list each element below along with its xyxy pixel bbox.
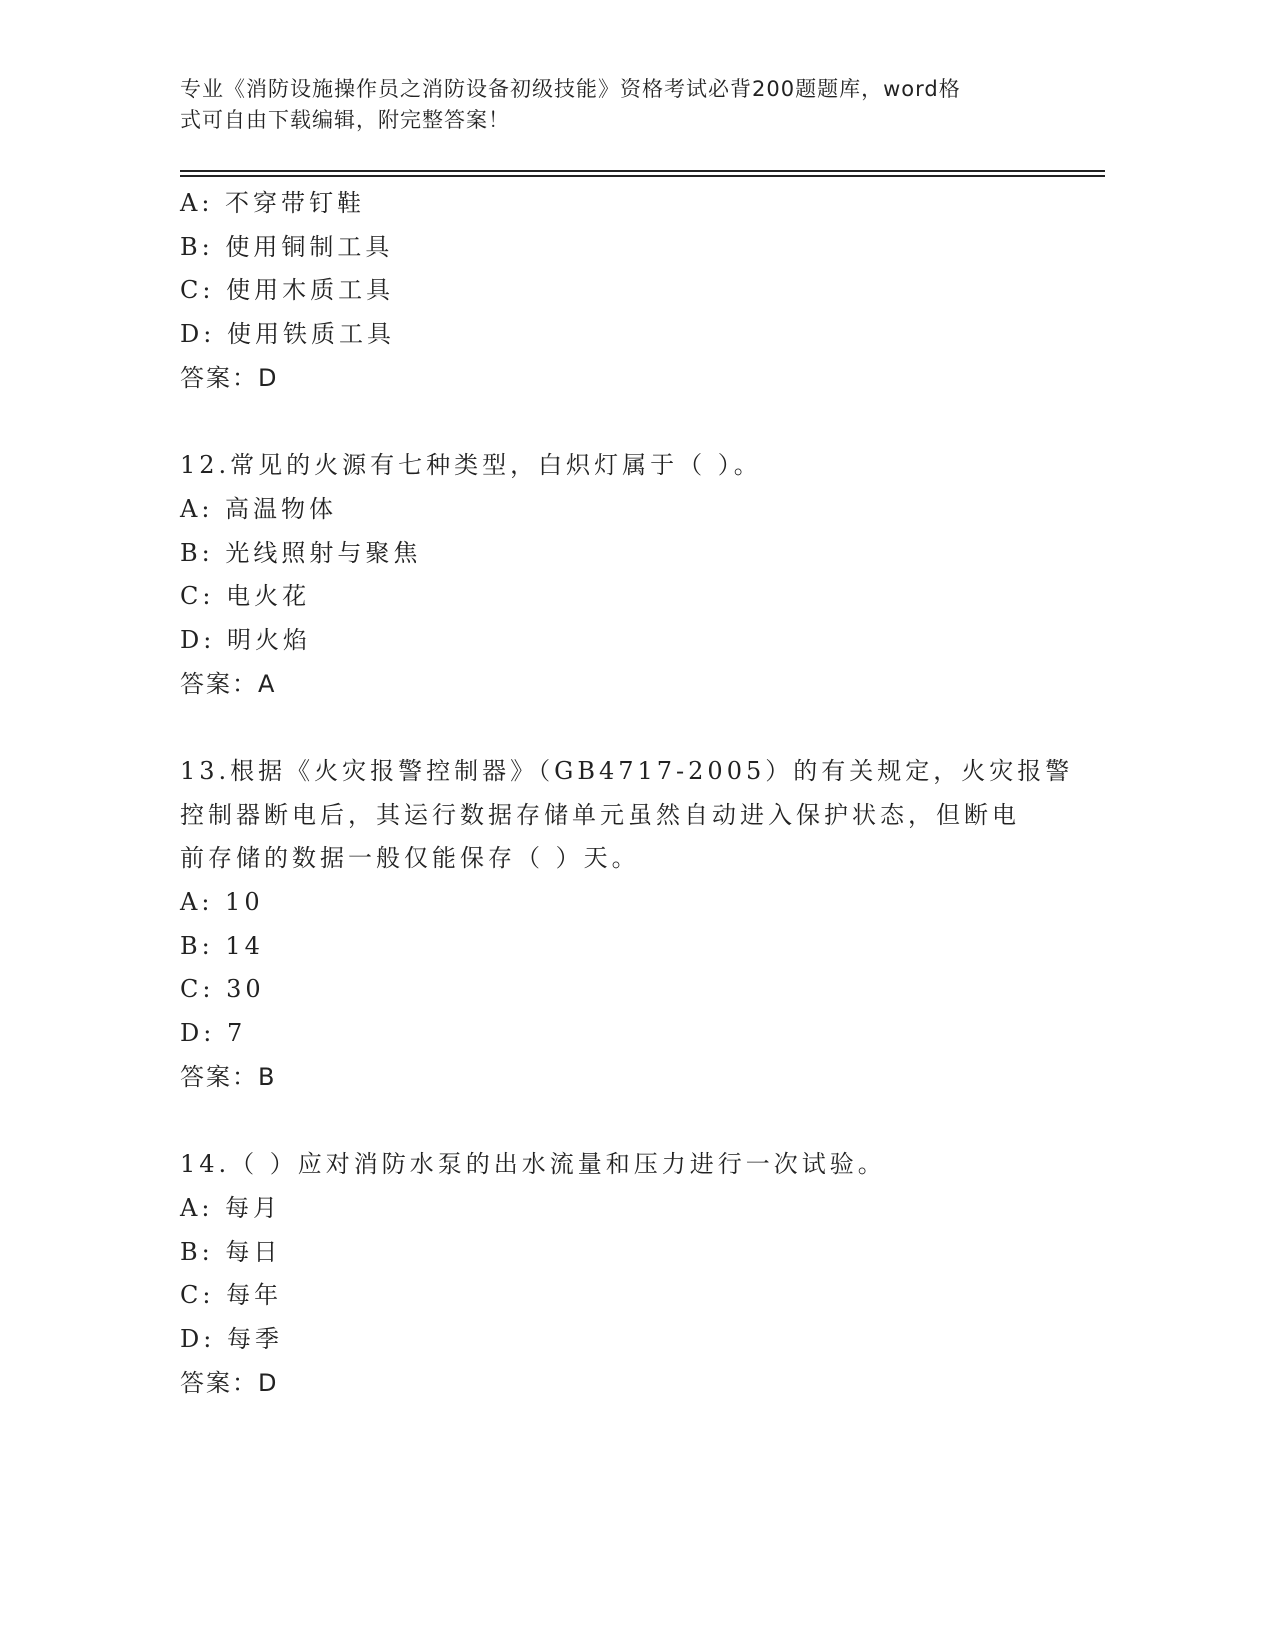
option-a: A: 10 xyxy=(180,888,264,916)
answer-line: 答案：B xyxy=(180,1062,277,1091)
option-c: C: 使用木质工具 xyxy=(180,276,395,305)
question-11 xyxy=(180,182,1060,400)
option-d: D: 7 xyxy=(180,1019,247,1048)
question-13 xyxy=(180,750,1074,1100)
answer-line: 答案：D xyxy=(180,1368,279,1397)
option-d: D: 明火焰 xyxy=(180,625,311,654)
option-b: B: 14 xyxy=(180,931,264,960)
question-text-line-3: 前存储的数据一般仅能保存（ ）天。 xyxy=(180,844,640,873)
header-line-2: 式可自由下载编辑，附完整答案！ xyxy=(180,108,510,132)
question-12 xyxy=(180,444,1060,706)
header-line-1: 专业《消防设施操作员之消防设备初级技能》资格考试必背200题题库，word格 xyxy=(180,77,961,101)
question-text-line-1: 13.根据《火灾报警控制器》（GB4717-2005）的有关规定，火灾报警 xyxy=(180,756,1074,785)
question-list xyxy=(180,182,1074,1405)
document-header xyxy=(180,74,1040,136)
question-14 xyxy=(180,1143,1060,1405)
option-b: B: 每日 xyxy=(180,1237,282,1266)
option-a: A: 不穿带钉鞋 xyxy=(180,189,366,217)
option-c: C: 30 xyxy=(180,975,265,1004)
option-b: B: 使用铜制工具 xyxy=(180,232,394,261)
header-divider-top xyxy=(180,170,1105,172)
option-c: C: 电火花 xyxy=(180,582,311,611)
answer-line: 答案：D xyxy=(180,363,279,392)
option-a: A: 高温物体 xyxy=(180,494,338,523)
option-b: B: 光线照射与聚焦 xyxy=(180,538,422,567)
question-text-line-2: 控制器断电后，其运行数据存储单元虽然自动进入保护状态，但断电 xyxy=(180,800,1020,829)
option-d: D: 使用铁质工具 xyxy=(180,320,395,349)
header-divider-bottom xyxy=(180,175,1105,177)
option-a: A: 每月 xyxy=(180,1193,282,1222)
answer-line: 答案：A xyxy=(180,669,277,698)
question-text: 14.（ ）应对消防水泵的出水流量和压力进行一次试验。 xyxy=(180,1150,886,1179)
option-c: C: 每年 xyxy=(180,1281,283,1310)
question-text: 12.常见的火源有七种类型，白炽灯属于（ ）。 xyxy=(180,451,762,480)
option-d: D: 每季 xyxy=(180,1324,283,1353)
